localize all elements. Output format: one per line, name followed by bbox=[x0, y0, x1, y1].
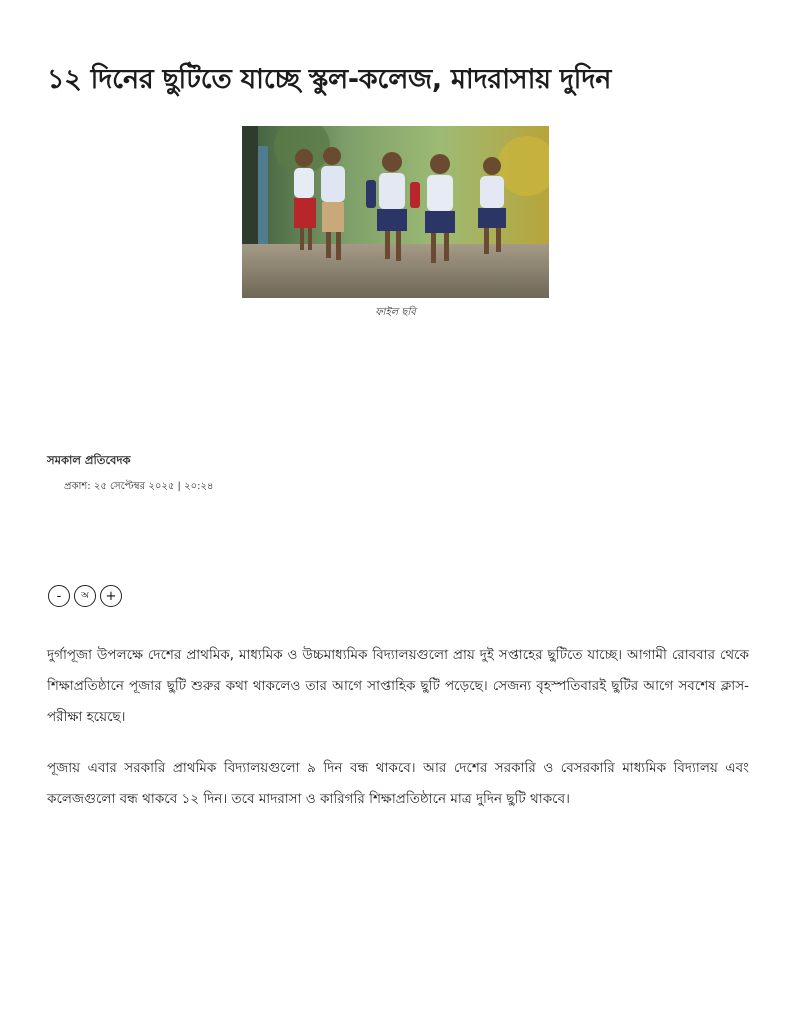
font-increase-button[interactable]: + bbox=[100, 585, 122, 607]
article-body bbox=[47, 640, 749, 835]
article-published-date: প্রকাশ: ২৫ সেপ্টেম্বর ২০২৫ | ২০:২৪ bbox=[64, 481, 214, 492]
article-photo bbox=[242, 126, 549, 298]
article-figure bbox=[242, 126, 549, 322]
font-size-controls bbox=[48, 585, 122, 607]
article-headline: ১২ দিনের ছুটিতে যাচ্ছে স্কুল-কলেজ, মাদরাসায় দুদিন bbox=[47, 64, 612, 95]
image-caption: ফাইল ছবি bbox=[375, 307, 416, 318]
article-paragraph: দুর্গাপূজা উপলক্ষে দেশের প্রাথমিক, মাধ্যমিক ও উচ্চমাধ্যমিক বিদ্যালয়গুলো প্রায় দুই সপ্তাহের ছুটিতে যাচ্ছে। আগামী রোববার থেকে শিক্ষাপ্রতিষ্ঠানে পূজার ছুটি শুরুর কথা থাকলেও তার আগে সাপ্তাহিক ছুটি পড়েছে। সেজন্য বৃহস্পতিবারই ছুটির আগে সবশেষ ক্লাস-পরীক্ষা হয়েছে। bbox=[47, 647, 749, 725]
article-byline: সমকাল প্রতিবেদক bbox=[47, 453, 131, 467]
article-paragraph: পূজায় এবার সরকারি প্রাথমিক বিদ্যালয়গুলো ৯ দিন বন্ধ থাকবে। আর দেশের সরকারি ও বেসরকারি মাধ্যমিক বিদ্যালয় এবং কলেজগুলো বন্ধ থাকবে ১২ দিন। তবে মাদরাসা ও কারিগরি শিক্ষাপ্রতিষ্ঠানে মাত্র দুদিন ছুটি থাকবে। bbox=[47, 760, 749, 807]
font-reset-button[interactable]: অ bbox=[74, 585, 96, 607]
font-decrease-button[interactable]: - bbox=[48, 585, 70, 607]
